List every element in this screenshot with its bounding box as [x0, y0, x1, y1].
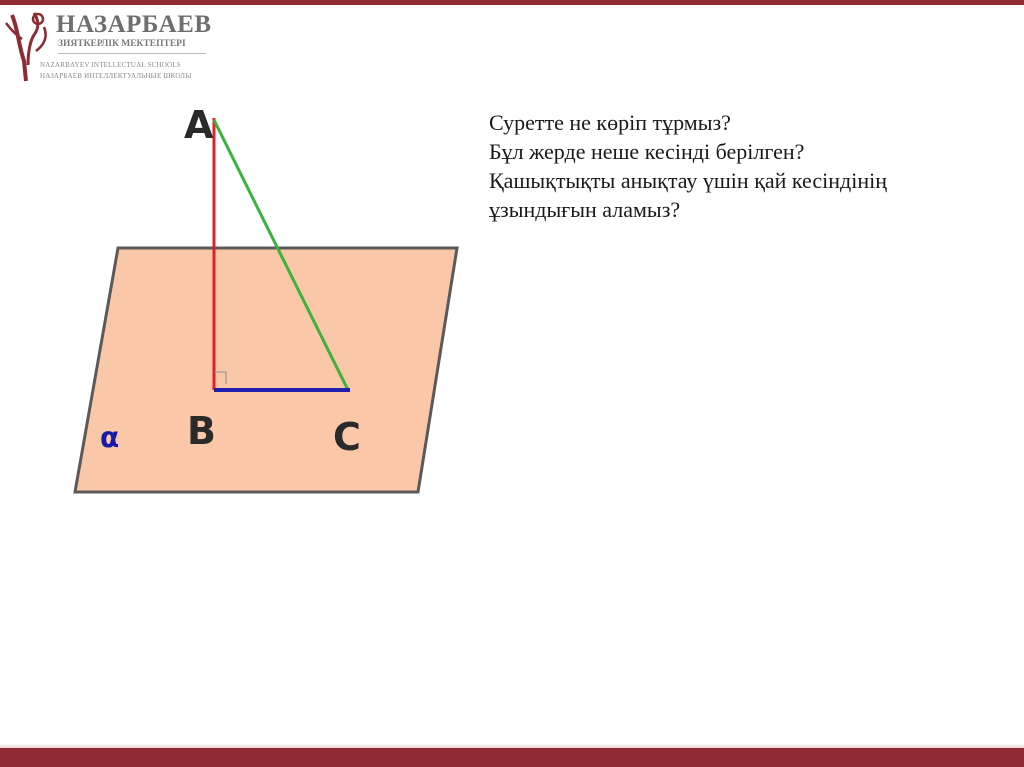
- question-line: Суретте не көріп тұрмыз?: [489, 110, 731, 135]
- logo-subtitle-kz: ЗИЯТКЕРЛІК МЕКТЕПТЕРІ: [58, 39, 186, 49]
- question-line: Қашықтықты анықтау үшін қай кесіндінің: [489, 168, 887, 193]
- question-line: Бұл жерде неше кесінді берілген?: [489, 139, 805, 164]
- question-line: ұзындығын аламыз?: [489, 197, 681, 222]
- point-a-label: A: [184, 103, 214, 147]
- point-c-label: C: [333, 415, 361, 459]
- logo-title: НАЗАРБАЕВ: [56, 11, 212, 38]
- point-b-label: B: [187, 409, 216, 453]
- logo-subtitle-en: NAZARBAYEV INTELLECTUAL SCHOOLS: [40, 61, 181, 69]
- plane-alpha-label: α: [100, 421, 120, 454]
- logo-subtitle-ru: НАЗАРБАЕВ ИНТЕЛЛЕКТУАЛЬНЫЕ ШКОЛЫ: [40, 72, 192, 80]
- bottom-accent-bar: [0, 748, 1024, 767]
- geometry-figure: [0, 0, 520, 520]
- question-text: [489, 108, 989, 224]
- plane-alpha: [75, 248, 457, 492]
